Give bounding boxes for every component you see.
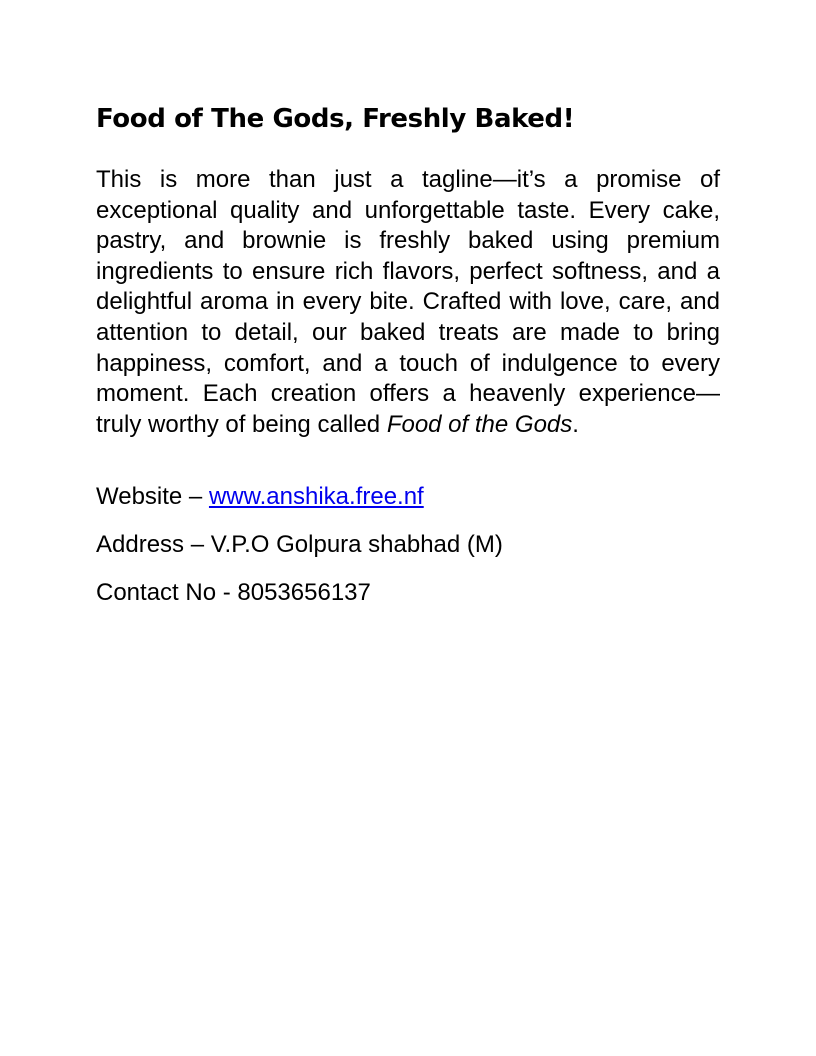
document-title: Food of The Gods, Freshly Baked! bbox=[96, 104, 575, 134]
contact-info bbox=[96, 482, 720, 608]
address-line: Address – V.P.O Golpura shabhad (M) bbox=[96, 531, 503, 559]
body-paragraph bbox=[96, 165, 720, 440]
website-link[interactable]: www.anshika.free.nf bbox=[208, 483, 424, 511]
website-line bbox=[96, 482, 720, 512]
body-main-text: This is more than just a tagline—it’s a promise of exceptional quality and unforgettable taste. Every cake, pastry, and brownie is freshly baked using premium ingredients to ensure rich flavors, perfect softness, and a delightful aroma in every bite. Crafted with love, care, and attention to detail, our baked treats are made to bring happiness, comfort, and a touch of indulgence to every moment. Each creation offers a heavenly experience—truly worthy of being called bbox=[96, 166, 720, 438]
contact-line: Contact No - 8053656137 bbox=[96, 579, 371, 607]
website-label: Website – bbox=[96, 483, 209, 511]
body-end-text: . bbox=[572, 410, 579, 438]
body-emphasis-text: Food of the Gods bbox=[386, 410, 573, 438]
